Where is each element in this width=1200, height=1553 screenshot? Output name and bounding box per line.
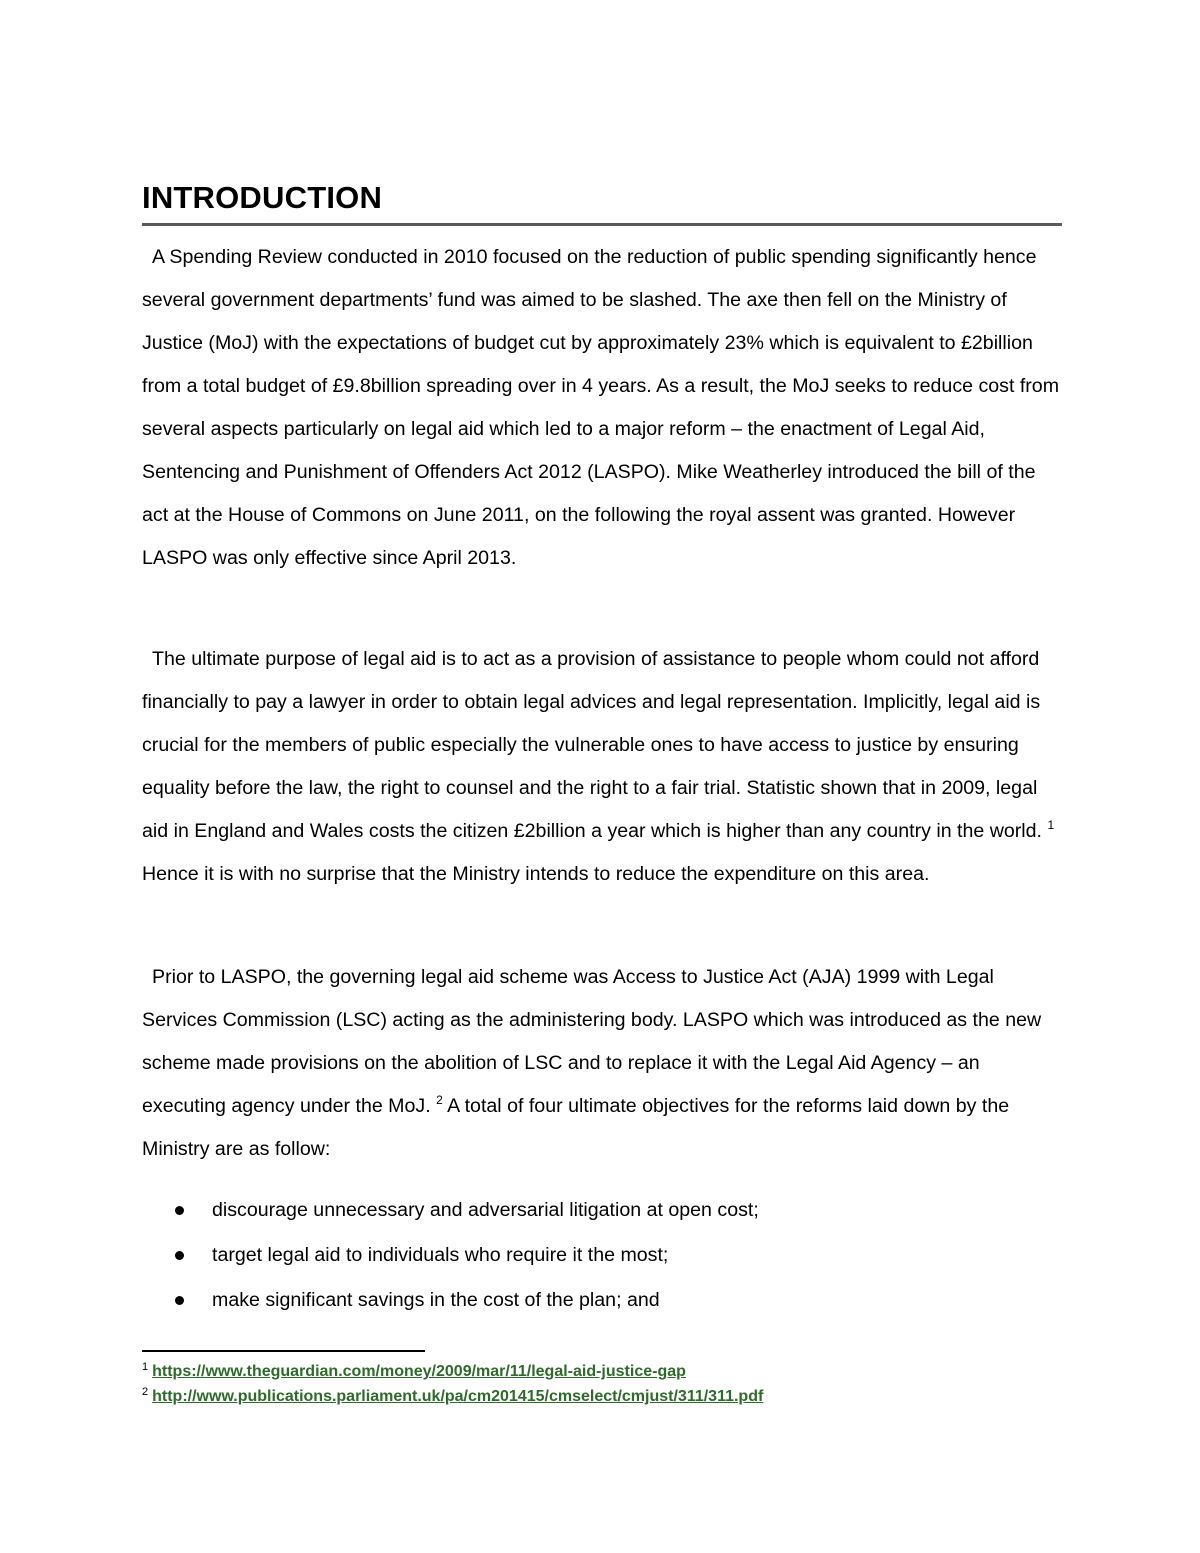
footnote-reference-2[interactable]: 2: [436, 1093, 443, 1107]
paragraph-2: [142, 638, 1064, 896]
paragraph-2-text-b: Hence it is with no surprise that the Ministry intends to reduce the expenditure on this area.: [142, 863, 930, 885]
paragraph-3-text-a: Prior to LASPO, the governing legal aid scheme was Access to Justice Act (AJA) 1999 with Legal Services Commission (LSC) acting as the administering body. LASPO which was introduced as the new scheme made provisions on the abolition of LSC and to replace it with the Legal Aid Agency – an executing agency under the MoJ.: [142, 966, 1042, 1117]
footnote-separator: [142, 1350, 425, 1352]
footnotes: [142, 1360, 1064, 1410]
bullet-icon: [175, 1296, 184, 1305]
list-item: [142, 1233, 1064, 1278]
bullet-icon: [175, 1251, 184, 1260]
footnote-number: 1: [142, 1361, 149, 1373]
list-item: [142, 1278, 1064, 1323]
list-item-text: target legal aid to individuals who require it the most;: [212, 1244, 669, 1266]
paragraph-3-text-b: A total of four ultimate objectives for the reforms laid down by the Ministry are as follow:: [142, 1095, 1010, 1160]
paragraph-3: [142, 956, 1064, 1171]
paragraph-1: [142, 236, 1064, 580]
objectives-list: [142, 1188, 1064, 1323]
footnote-2: [142, 1385, 1064, 1410]
footnote-link-1[interactable]: https://www.theguardian.com/money/2009/mar/11/legal-aid-justice-gap: [152, 1363, 686, 1380]
paragraph-1-text: A Spending Review conducted in 2010 focused on the reduction of public spending significantly hence several government departments’ fund was aimed to be slashed. The axe then fell on the Ministry of Justice (MoJ) with the expectations of budget cut by approximately 23% which is equivalent to £2billion from a total budget of £9.8billion spreading over in 4 years. As a result, the MoJ seeks to reduce cost from several aspects particularly on legal aid which led to a major reform – the enactment of Legal Aid, Sentencing and Punishment of Offenders Act 2012 (LASPO). Mike Weatherley introduced the bill of the act at the House of Commons on June 2011, on the following the royal assent was granted. However LASPO was only effective since April 2013.: [142, 246, 1060, 569]
paragraph-2-text-a: The ultimate purpose of legal aid is to act as a provision of assistance to people whom could not afford financially to pay a lawyer in order to obtain legal advices and legal representation. Implicitly, legal aid is crucial for the members of public especially the vulnerable ones to have access to justice by ensuring equality before the law, the right to counsel and the right to a fair trial. Statistic shown that in 2009, legal aid in England and Wales costs the citizen £2billion a year which is higher than any country in the world.: [142, 648, 1043, 842]
list-item-text: make significant savings in the cost of the plan; and: [212, 1289, 660, 1311]
section-heading: INTRODUCTION: [142, 180, 1062, 226]
footnote-number: 2: [142, 1386, 149, 1398]
list-item: [142, 1188, 1064, 1233]
bullet-icon: [175, 1206, 184, 1215]
list-item-text: discourage unnecessary and adversarial litigation at open cost;: [212, 1199, 759, 1221]
footnote-1: [142, 1360, 1064, 1385]
footnote-link-2[interactable]: http://www.publications.parliament.uk/pa/cm201415/cmselect/cmjust/311/311.pdf: [152, 1388, 764, 1405]
footnote-reference-1[interactable]: 1: [1047, 818, 1055, 832]
